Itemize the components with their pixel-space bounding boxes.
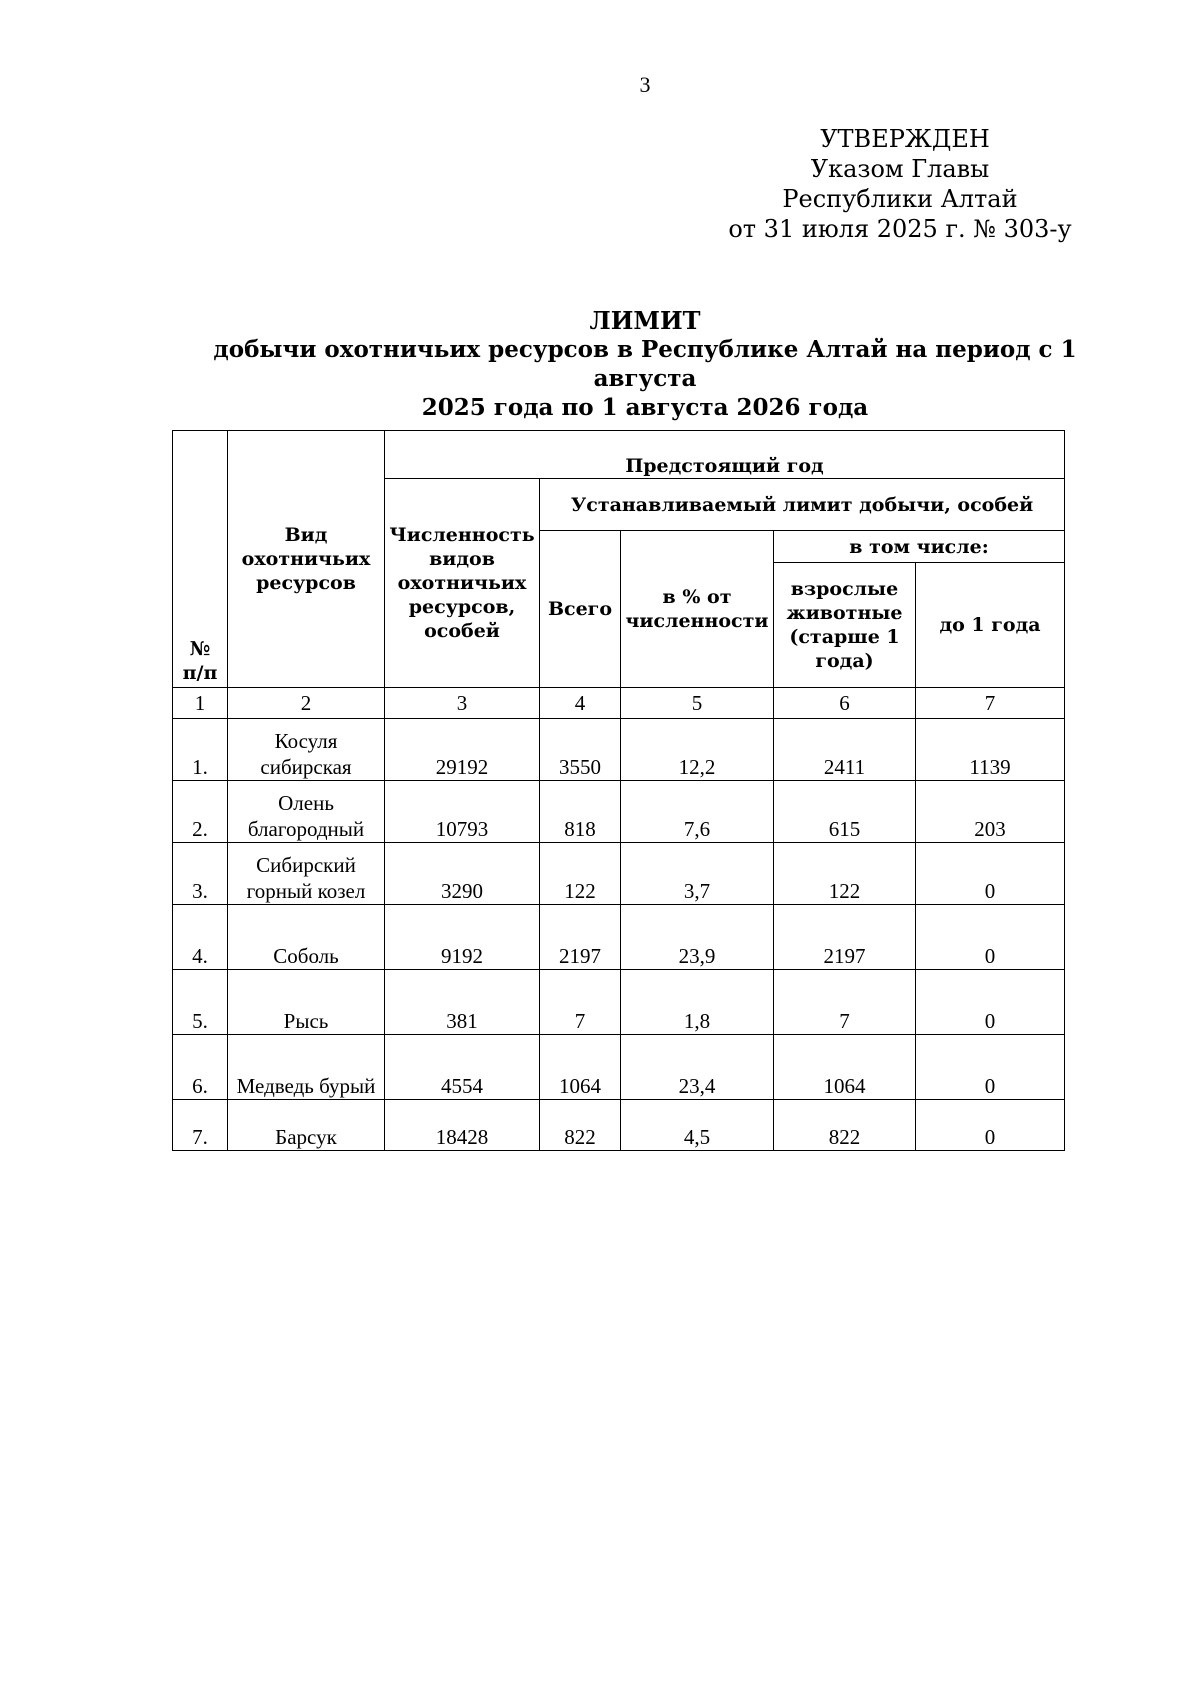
header-total: Всего (540, 531, 621, 688)
cell-percent: 4,5 (621, 1100, 774, 1151)
approval-decree-date: от 31 июля 2025 г. № 303-у (728, 215, 1072, 243)
cell-percent: 12,2 (621, 719, 774, 781)
column-number: 7 (916, 688, 1065, 719)
cell-young: 0 (916, 970, 1065, 1035)
table-row (173, 1035, 1065, 1100)
cell-species: Соболь (228, 905, 385, 970)
header-upcoming-year: Предстоящий год (385, 431, 1065, 479)
cell-adults: 1064 (774, 1035, 916, 1100)
column-number: 1 (173, 688, 228, 719)
table-row (173, 719, 1065, 781)
cell-species: Медведь бурый (228, 1035, 385, 1100)
cell-total: 122 (540, 843, 621, 905)
cell-species: Сибирский горный козел (228, 843, 385, 905)
column-number: 2 (228, 688, 385, 719)
table-row (173, 781, 1065, 843)
cell-num: 2. (173, 781, 228, 843)
cell-population: 10793 (385, 781, 540, 843)
cell-adults: 122 (774, 843, 916, 905)
cell-species: Олень благородный (228, 781, 385, 843)
column-number: 3 (385, 688, 540, 719)
title-heading: ЛИМИТ (589, 306, 701, 335)
cell-species: Косуля сибирская (228, 719, 385, 781)
table-row (173, 905, 1065, 970)
cell-total: 822 (540, 1100, 621, 1151)
limit-table (172, 430, 1065, 1151)
column-number: 4 (540, 688, 621, 719)
cell-young: 0 (916, 905, 1065, 970)
header-including: в том числе: (774, 531, 1065, 563)
cell-adults: 822 (774, 1100, 916, 1151)
cell-population: 381 (385, 970, 540, 1035)
cell-num: 3. (173, 843, 228, 905)
cell-num: 7. (173, 1100, 228, 1151)
header-young: до 1 года (916, 563, 1065, 688)
cell-adults: 615 (774, 781, 916, 843)
cell-adults: 2197 (774, 905, 916, 970)
approval-status: УТВЕРЖДЕН (820, 125, 990, 153)
approval-region: Республики Алтай (782, 185, 1018, 213)
cell-total: 1064 (540, 1035, 621, 1100)
header-population: Численность видов охотничьих ресурсов, особей (385, 479, 540, 688)
cell-species: Барсук (228, 1100, 385, 1151)
cell-total: 2197 (540, 905, 621, 970)
cell-total: 3550 (540, 719, 621, 781)
cell-young: 0 (916, 1100, 1065, 1151)
cell-num: 6. (173, 1035, 228, 1100)
cell-young: 0 (916, 843, 1065, 905)
title-subtitle-line2: 2025 года по 1 августа 2026 года (421, 394, 869, 421)
cell-percent: 23,4 (621, 1035, 774, 1100)
page-number: 3 (639, 72, 651, 97)
approval-issuer: Указом Главы (810, 155, 990, 183)
table-row (173, 970, 1065, 1035)
cell-percent: 3,7 (621, 843, 774, 905)
cell-young: 203 (916, 781, 1065, 843)
column-number-row (173, 688, 1065, 719)
approval-stamp-block (700, 124, 1100, 244)
header-num: № п/п (173, 431, 228, 688)
cell-num: 4. (173, 905, 228, 970)
cell-total: 7 (540, 970, 621, 1035)
cell-num: 1. (173, 719, 228, 781)
cell-adults: 2411 (774, 719, 916, 781)
cell-percent: 23,9 (621, 905, 774, 970)
header-species: Вид охотничьих ресурсов (228, 431, 385, 688)
cell-population: 29192 (385, 719, 540, 781)
table-row (173, 1100, 1065, 1151)
cell-adults: 7 (774, 970, 916, 1035)
column-number: 5 (621, 688, 774, 719)
title-subtitle-line1: добычи охотничьих ресурсов в Республике Алтай на период с 1 августа (213, 336, 1077, 392)
cell-young: 1139 (916, 719, 1065, 781)
cell-total: 818 (540, 781, 621, 843)
cell-species: Рысь (228, 970, 385, 1035)
column-number: 6 (774, 688, 916, 719)
cell-percent: 1,8 (621, 970, 774, 1035)
cell-population: 18428 (385, 1100, 540, 1151)
table-row (173, 843, 1065, 905)
cell-num: 5. (173, 970, 228, 1035)
cell-population: 4554 (385, 1035, 540, 1100)
header-limit: Устанавливаемый лимит добычи, особей (540, 479, 1065, 531)
cell-population: 3290 (385, 843, 540, 905)
header-adults: взрослые животные (старше 1 года) (774, 563, 916, 688)
cell-young: 0 (916, 1035, 1065, 1100)
header-percent: в % от численности (621, 531, 774, 688)
cell-population: 9192 (385, 905, 540, 970)
document-title (180, 306, 1110, 422)
cell-percent: 7,6 (621, 781, 774, 843)
